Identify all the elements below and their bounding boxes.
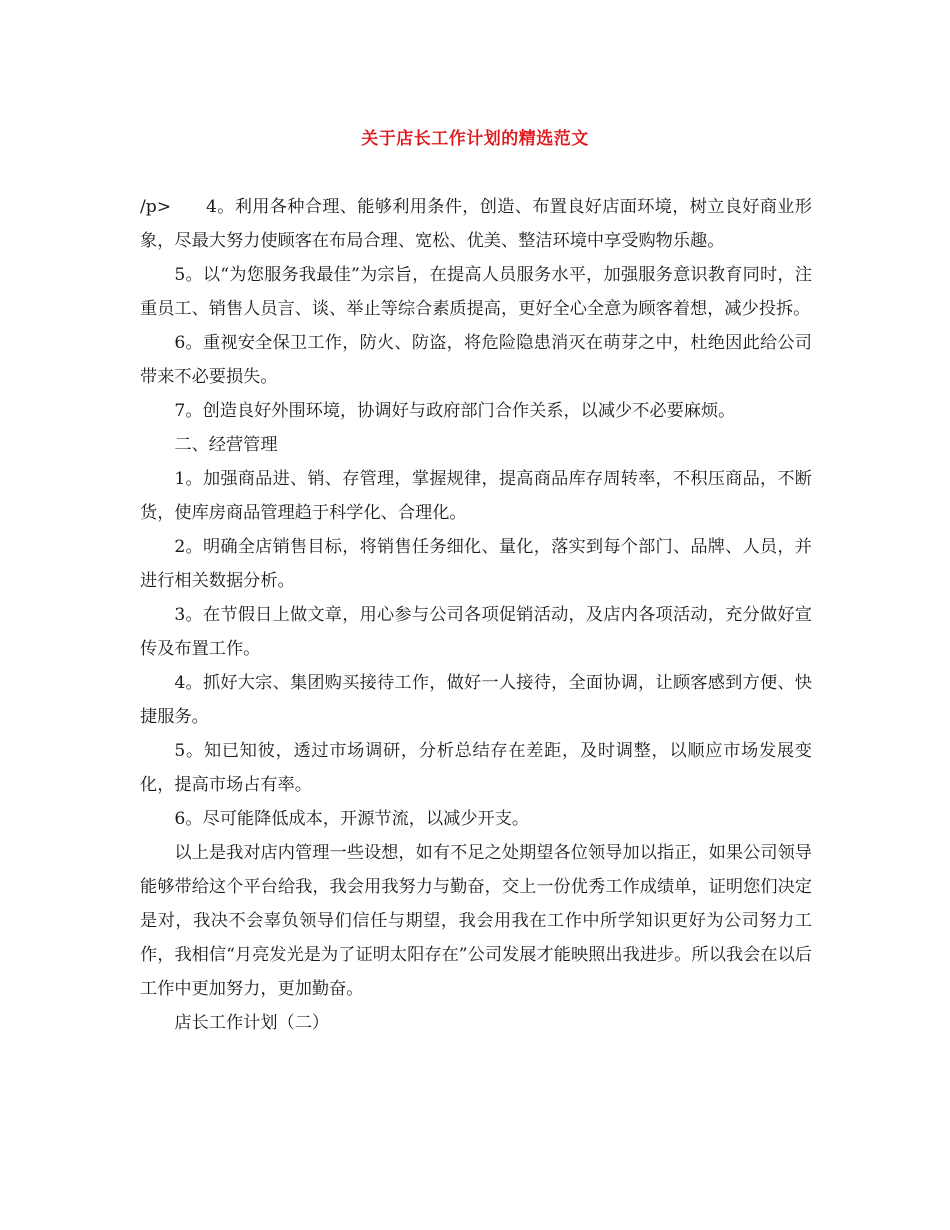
paragraph: 6。尽可能降低成本，开源节流，以减少开支。 (174, 809, 530, 829)
paragraph (140, 190, 812, 258)
paragraph: 1。加强商品进、销、存管理，掌握规律，提高商品库存周转率，不积压商品，不断货，使库房商品管理趋于科学化、合理化。 (140, 469, 812, 523)
section-heading: 店长工作计划（二） (174, 1013, 330, 1033)
paragraph: 以上是我对店内管理一些设想，如有不足之处期望各位领导加以指正，如果公司领导能够带给这个平台给我，我会用我努力与勤奋，交上一份优秀工作成绩单，证明您们决定是对，我决不会辜负领导们信任与期望，我会用我在工作中所学知识更好为公司努力工作，我相信“月亮发光是为了证明太阳存在”公司发展才能映照出我进步。所以我会在以后工作中更加努力，更加勤奋。 (140, 843, 812, 999)
paragraph: 3。在节假日上做文章，用心参与公司各项促销活动，及店内各项活动，充分做好宣传及布置工作。 (140, 605, 812, 659)
paragraph: 5。以“为您服务我最佳”为宗旨，在提高人员服务水平，加强服务意识教育同时，注重员工、销售人员言、谈、举止等综合素质提高，更好全心全意为顾客着想，减少投拆。 (140, 265, 812, 319)
paragraph-text: 4。利用各种合理、能够利用条件，创造、布置良好店面环境，树立良好商业形象，尽最大努力使顾客在布局合理、宽松、优美、整洁环境中享受购物乐趣。 (140, 197, 812, 251)
document-title: 关于店长工作计划的精选范文 (361, 129, 589, 149)
paragraph: 2。明确全店销售目标，将销售任务细化、量化，落实到每个部门、品牌、人员，并进行相关数据分析。 (140, 537, 812, 591)
paragraph: 7。创造良好外围环境，协调好与政府部门合作关系，以减少不必要麻烦。 (174, 401, 736, 421)
section-heading: 二、经营管理 (174, 435, 278, 455)
document-body (140, 190, 812, 1040)
paragraph: 5。知已知彼，透过市场调研，分析总结存在差距，及时调整，以顺应市场发展变化，提高市场占有率。 (140, 741, 812, 795)
paragraph-prefix: /p> (140, 197, 172, 217)
paragraph: 4。抓好大宗、集团购买接待工作，做好一人接待，全面协调，让顾客感到方便、快捷服务。 (140, 673, 812, 727)
paragraph: 6。重视安全保卫工作，防火、防盗，将危险隐患消灭在萌芽之中，杜绝因此给公司带来不必要损失。 (140, 333, 812, 387)
